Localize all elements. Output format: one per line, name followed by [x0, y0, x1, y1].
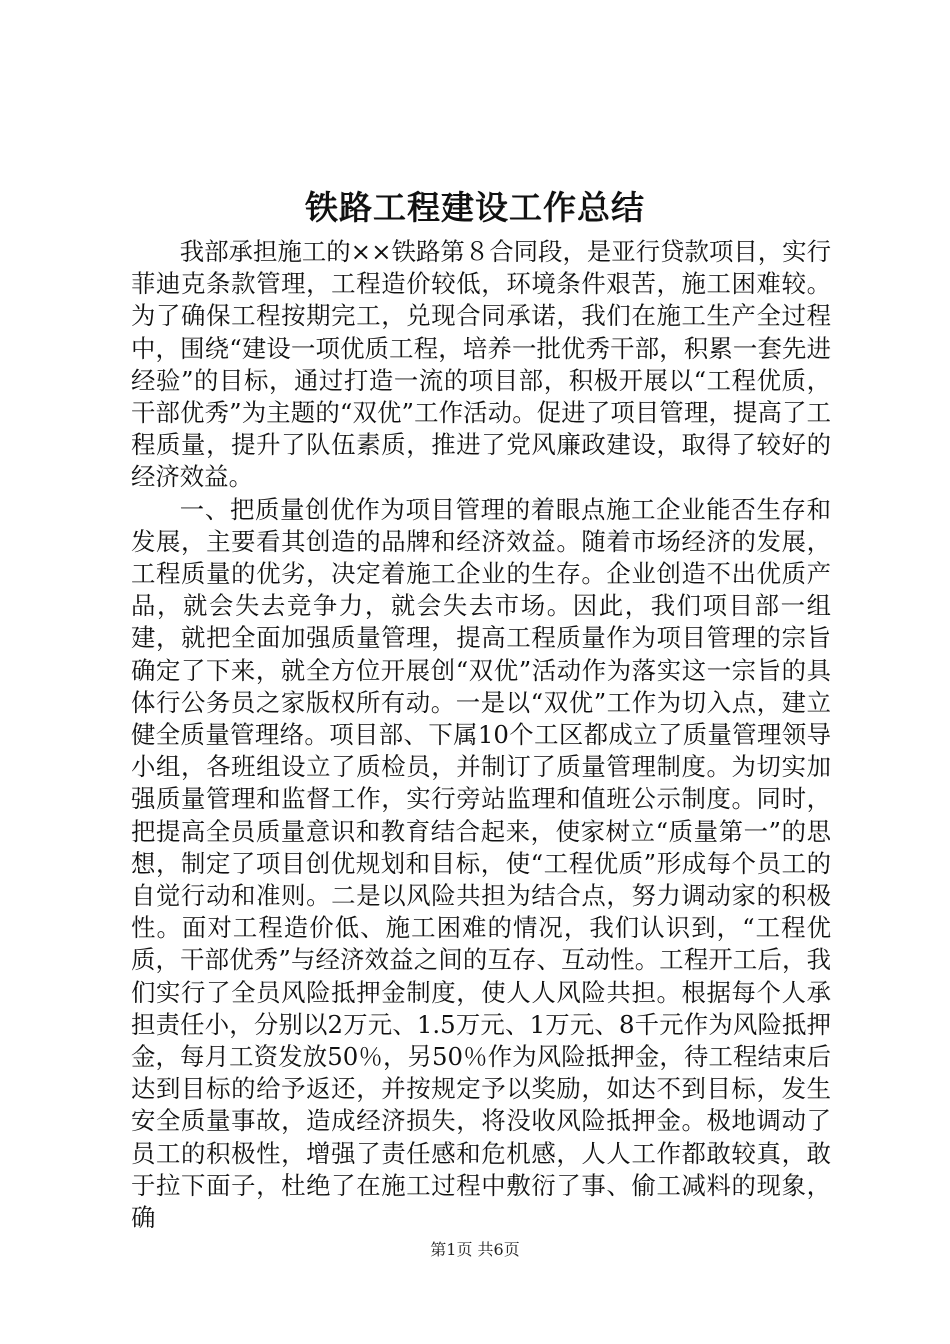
document-title: 铁路工程建设工作总结 [305, 188, 645, 227]
document-body [131, 236, 831, 1234]
paragraph-intro: 我部承担施工的××铁路第８合同段，是亚行贷款项目，实行菲迪克条款管理，工程造价较低，环境条件艰苦，施工困难较。为了确保工程按期完工，兑现合同承诺，我们在施工生产全过程中，围绕“建设一项优质工程，培养一批优秀干部，积累一套先进经验”的目标，通过打造一流的项目部，积极开展以“工程优质，干部优秀”为主题的“双优”工作活动。促进了项目管理，提高了工程质量，提升了队伍素质，推进了党风廉政建设，取得了较好的经济效益。 [131, 237, 831, 492]
page-number-footer: 第1页 共6页 [430, 1240, 520, 1259]
paragraph-section-one: 一、把质量创优作为项目管理的着眼点施工企业能否生存和发展，主要看其创造的品牌和经济效益。随着市场经济的发展，工程质量的优劣，决定着施工企业的生存。企业创造不出优质产品，就会失去竞争力，就会失去市场。因此，我们项目部一组建，就把全面加强质量管理，提高工程质量作为项目管理的宗旨确定了下来，就全方位开展创“双优”活动作为落实这一宗旨的具体行公务员之家版权所有动。一是以“双优”工作为切入点，建立健全质量管理络。项目部、下属10个工区都成立了质量管理领导小组，各班组设立了质检员，并制订了质量管理制度。为切实加强质量管理和监督工作，实行旁站监理和值班公示制度。同时，把提高全员质量意识和教育结合起来，使家树立“质量第一”的思想，制定了项目创优规划和目标，使“工程优质”形成每个员工的自觉行动和准则。二是以风险共担为结合点，努力调动家的积极性。面对工程造价低、施工困难的情况，我们认识到，“工程优质，干部优秀”与经济效益之间的互存、互动性。工程开工后，我们实行了全员风险抵押金制度，使人人风险共担。根据每个人承担责任小，分别以2万元、1.5万元、1万元、8千元作为风险抵押金，每月工资发放50％，另50％作为风险抵押金，待工程结束后达到目标的给予返还，并按规定予以奖励，如达不到目标，发生安全质量事故，造成经济损失，将没收风险抵押金。极地调动了员工的积极性，增强了责任感和危机感，人人工作都敢较真，敢于拉下面子，杜绝了在施工过程中敷衍了事、偷工减料的现象，确 [131, 494, 831, 1233]
